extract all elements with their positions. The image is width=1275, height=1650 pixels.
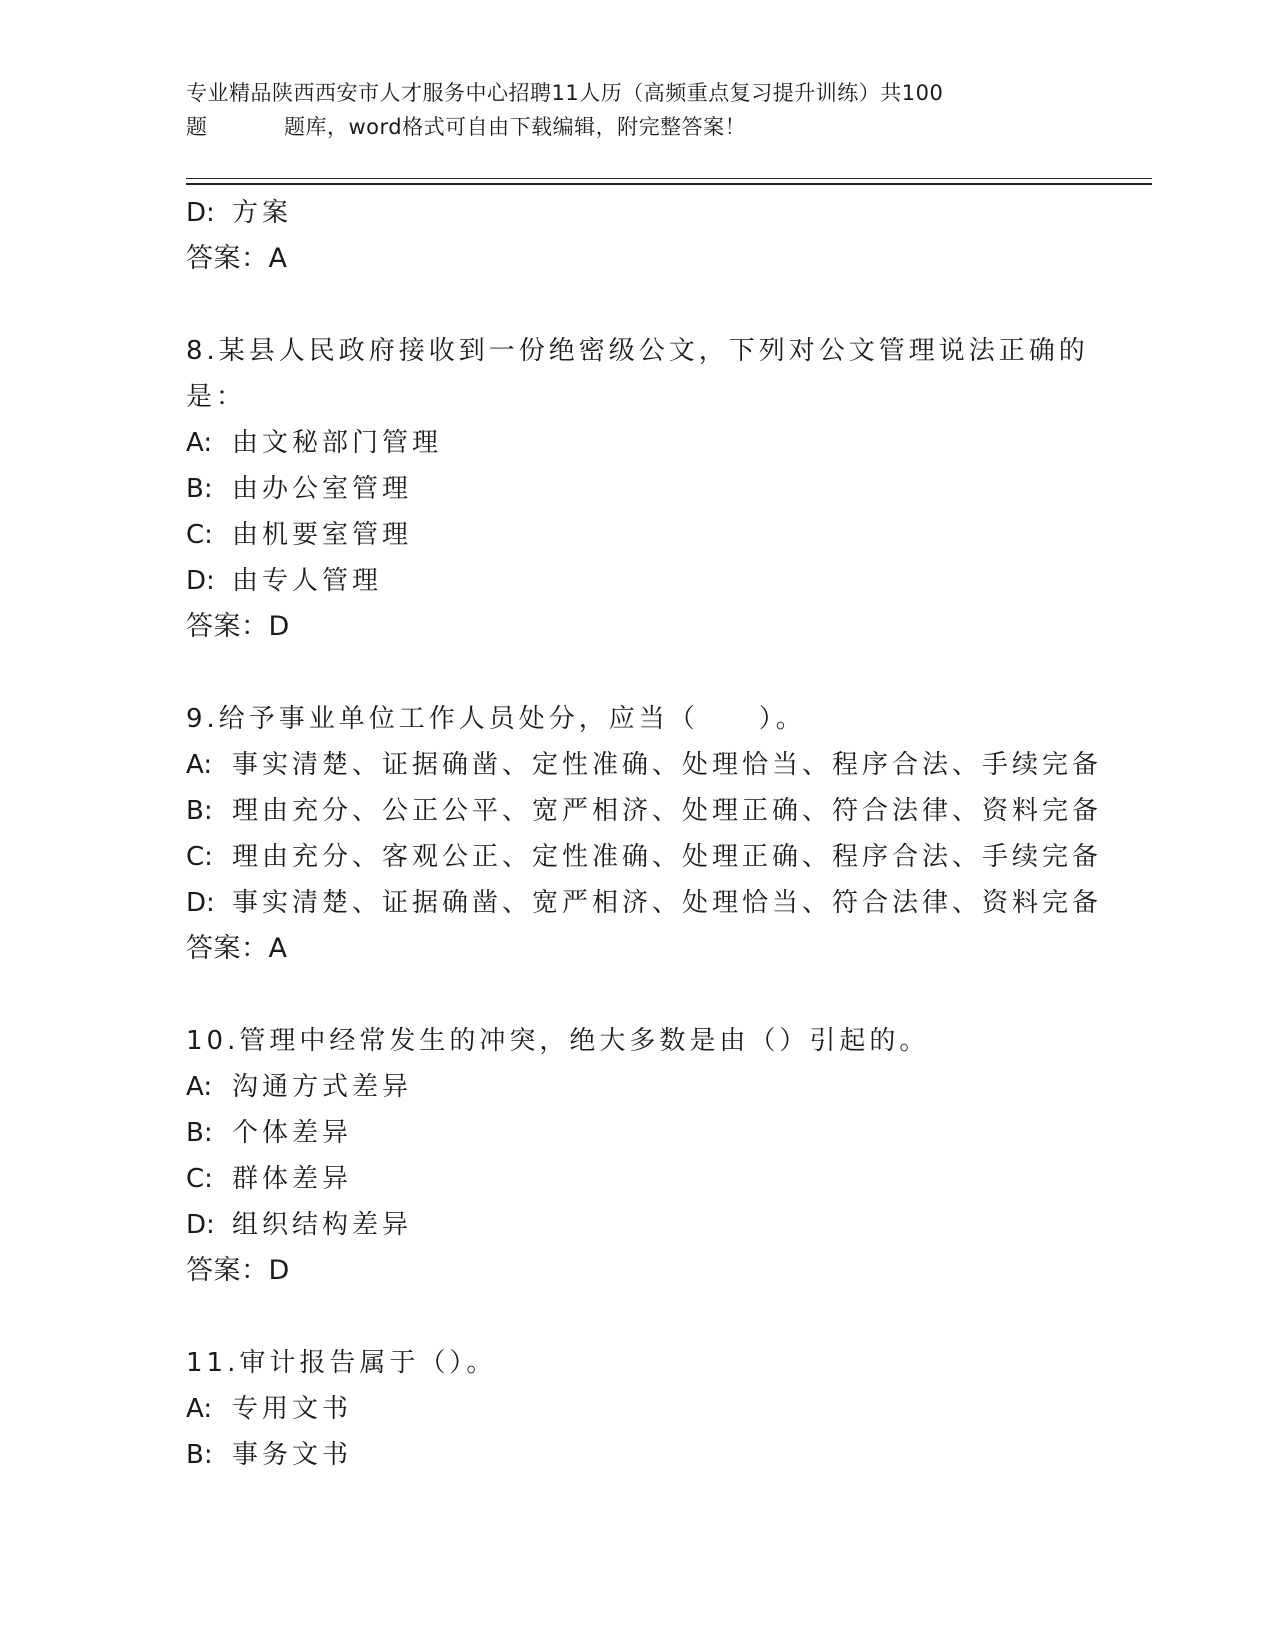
- option-text: 群体差异: [232, 1164, 353, 1194]
- question-9-option-c: [186, 834, 1146, 880]
- question-10-stem: 10.管理中经常发生的冲突，绝大多数是由（）引起的。: [186, 1026, 930, 1056]
- header-line2-left: 题: [186, 115, 208, 139]
- question-8-option-d: [186, 558, 1146, 604]
- option-text: 由文秘部门管理: [232, 428, 443, 458]
- option-label: D:: [186, 566, 215, 596]
- header-title-line1: 专业精品陕西西安市人才服务中心招聘11人历（高频重点复习提升训练）共100: [186, 81, 944, 105]
- option-text: 事实清楚、证据确凿、宽严相济、处理恰当、符合法律、资料完备: [232, 888, 1103, 918]
- option-text: 事实清楚、证据确凿、定性准确、处理恰当、程序合法、手续完备: [232, 750, 1103, 780]
- question-10-answer: 答案：D: [186, 1255, 290, 1286]
- spacer: [186, 650, 1146, 696]
- option-text: 由办公室管理: [232, 474, 413, 504]
- question-8-answer: 答案：D: [186, 611, 290, 642]
- question-8-option-c: [186, 512, 1146, 558]
- header-divider-thin: [186, 178, 1152, 179]
- option-label: B:: [186, 1440, 213, 1470]
- header-divider-thick: [186, 183, 1152, 185]
- spacer: [186, 282, 1146, 328]
- option-label: C:: [186, 842, 213, 872]
- option-text: 专用文书: [232, 1394, 353, 1424]
- option-text: 沟通方式差异: [232, 1072, 413, 1102]
- option-text: 方案: [232, 198, 293, 228]
- question-10-option-a: [186, 1064, 1146, 1110]
- header-title-line2: [186, 110, 1086, 144]
- option-label: D:: [186, 888, 215, 918]
- option-d: [186, 190, 1146, 236]
- question-9-option-d: [186, 880, 1146, 926]
- question-list: [186, 190, 1146, 1478]
- option-text: 由专人管理: [232, 566, 383, 596]
- question-9-answer: 答案：A: [186, 933, 288, 964]
- question-10-option-c: [186, 1156, 1146, 1202]
- option-label: B:: [186, 796, 213, 826]
- option-label: D:: [186, 1210, 215, 1240]
- question-11-stem: 11.审计报告属于（）。: [186, 1348, 497, 1378]
- question-9-option-b: [186, 788, 1146, 834]
- page-header: [186, 76, 1086, 144]
- question-11-option-b: [186, 1432, 1146, 1478]
- question-8-option-a: [186, 420, 1146, 466]
- option-label: A:: [186, 428, 213, 458]
- spacer: [186, 1294, 1146, 1340]
- option-label: B:: [186, 1118, 213, 1148]
- option-text: 理由充分、公正公平、宽严相济、处理正确、符合法律、资料完备: [232, 796, 1103, 826]
- option-label: C:: [186, 520, 213, 550]
- spacer: [186, 972, 1146, 1018]
- header-line2-right: 题库，word格式可自由下载编辑，附完整答案！: [284, 115, 747, 139]
- answer-line: 答案：A: [186, 243, 288, 274]
- question-11-option-a: [186, 1386, 1146, 1432]
- option-text: 事务文书: [232, 1440, 353, 1470]
- option-label: A:: [186, 750, 213, 780]
- option-label: D:: [186, 198, 215, 228]
- option-label: A:: [186, 1072, 213, 1102]
- question-10-option-b: [186, 1110, 1146, 1156]
- question-8-stem: 8.某县人民政府接收到一份绝密级公文，下列对公文管理说法正确的: [186, 336, 1089, 366]
- option-text: 组织结构差异: [232, 1210, 413, 1240]
- option-text: 理由充分、客观公正、定性准确、处理正确、程序合法、手续完备: [232, 842, 1103, 872]
- question-8-stem-cont: 是：: [186, 382, 247, 412]
- question-9-stem: 9.给予事业单位工作人员处分，应当（ ）。: [186, 704, 806, 734]
- option-label: C:: [186, 1164, 213, 1194]
- option-text: 由机要室管理: [232, 520, 413, 550]
- option-label: B:: [186, 474, 213, 504]
- question-9-option-a: [186, 742, 1146, 788]
- option-label: A:: [186, 1394, 213, 1424]
- question-10-option-d: [186, 1202, 1146, 1248]
- question-8-option-b: [186, 466, 1146, 512]
- option-text: 个体差异: [232, 1118, 353, 1148]
